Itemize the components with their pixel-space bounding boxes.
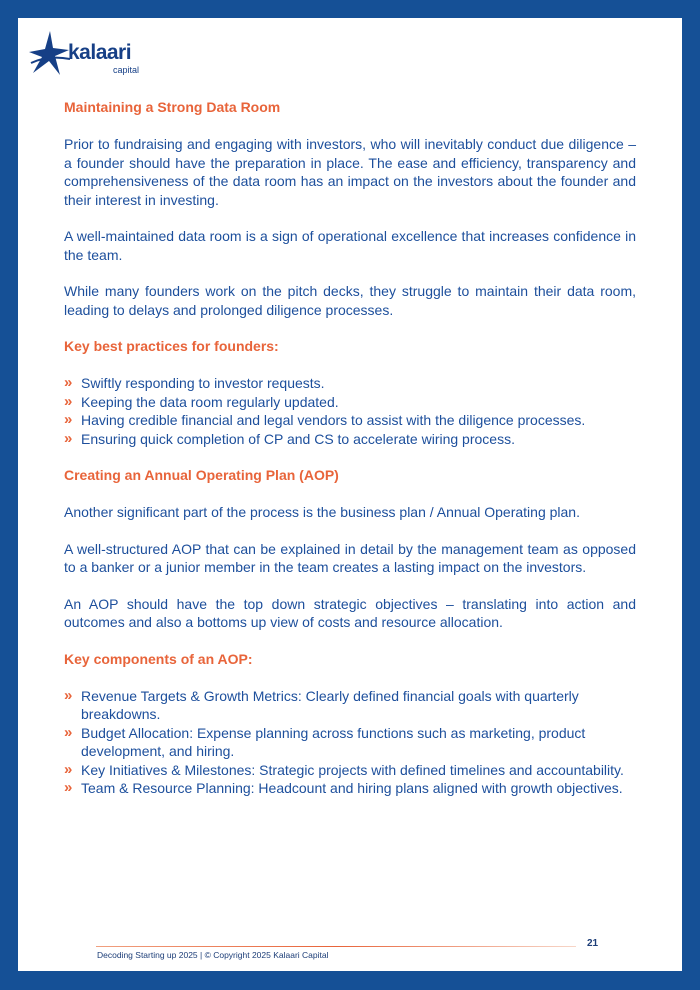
kalaari-logo (28, 29, 148, 81)
paragraph: An AOP should have the top down strategic objectives – translating into action and outcomes and also a bottoms up view of costs and resource allocation. (64, 595, 636, 630)
page-number: 21 (587, 938, 599, 949)
logo-subtitle: capital (113, 65, 140, 75)
list-item (64, 393, 636, 412)
chevron-right-icon: » (64, 760, 73, 778)
chevron-right-icon: » (64, 392, 73, 410)
paragraph: Another significant part of the process is the business plan / Annual Operating plan. (64, 504, 580, 520)
best-practices-list (64, 374, 636, 448)
list-item (64, 374, 636, 393)
star-swoosh-icon (28, 29, 72, 81)
page-content (64, 98, 636, 816)
list-item (64, 724, 636, 761)
section-heading: Creating an Annual Operating Plan (AOP) (64, 467, 339, 483)
list-item-text: Key Initiatives & Milestones: Strategic projects with defined timelines and accountability. (81, 761, 624, 778)
list-item (64, 411, 636, 430)
list-item (64, 430, 636, 449)
chevron-right-icon: » (64, 723, 73, 741)
footer-divider (96, 946, 576, 947)
chevron-right-icon: » (64, 779, 73, 796)
footer-copyright: Decoding Starting up 2025 | © Copyright 2025 Kalaari Capital (97, 950, 329, 960)
logo-wordmark: kalaari (68, 41, 132, 64)
paragraph: A well-maintained data room is a sign of operational excellence that increases confidence in the team. (64, 228, 636, 263)
list-item (64, 779, 636, 798)
list-item-text: Ensuring quick completion of CP and CS to accelerate wiring process. (81, 430, 515, 447)
list-item-text: Revenue Targets & Growth Metrics: Clearly defined financial goals with quarterly breakdowns. (81, 687, 579, 722)
chevron-right-icon: » (64, 411, 73, 428)
list-item (64, 761, 636, 780)
paragraph: Prior to fundraising and engaging with investors, who will inevitably conduct due diligence – a founder should have the preparation in place. The ease and efficiency, transparency and comprehensiveness of the data room has an impact on the investors about the founder and their interest in investing. (64, 136, 636, 208)
chevron-right-icon: » (64, 374, 73, 391)
list-item-text: Swiftly responding to investor requests. (81, 375, 325, 391)
list-item (64, 687, 636, 724)
paragraph: While many founders work on the pitch decks, they struggle to maintain their data room, leading to delays and prolonged diligence processes. (64, 283, 636, 318)
aop-components-list (64, 687, 636, 798)
chevron-right-icon: » (64, 429, 73, 447)
list-item-text: Budget Allocation: Expense planning across functions such as marketing, product development, and hiring. (81, 724, 586, 759)
list-item-text: Having credible financial and legal vendors to assist with the diligence processes. (81, 412, 586, 428)
list-item-text: Keeping the data room regularly updated. (81, 393, 339, 410)
section-heading: Key components of an AOP: (64, 650, 253, 667)
chevron-right-icon: » (64, 686, 73, 704)
section-heading: Maintaining a Strong Data Room (64, 99, 281, 115)
document-page (18, 18, 682, 971)
list-item-text: Team & Resource Planning: Headcount and hiring plans aligned with growth objectives. (81, 780, 623, 796)
section-heading: Key best practices for founders: (64, 338, 279, 354)
paragraph: A well-structured AOP that can be explained in detail by the management team as opposed to a banker or a junior member in the team creates a lasting impact on the investors. (64, 540, 636, 575)
